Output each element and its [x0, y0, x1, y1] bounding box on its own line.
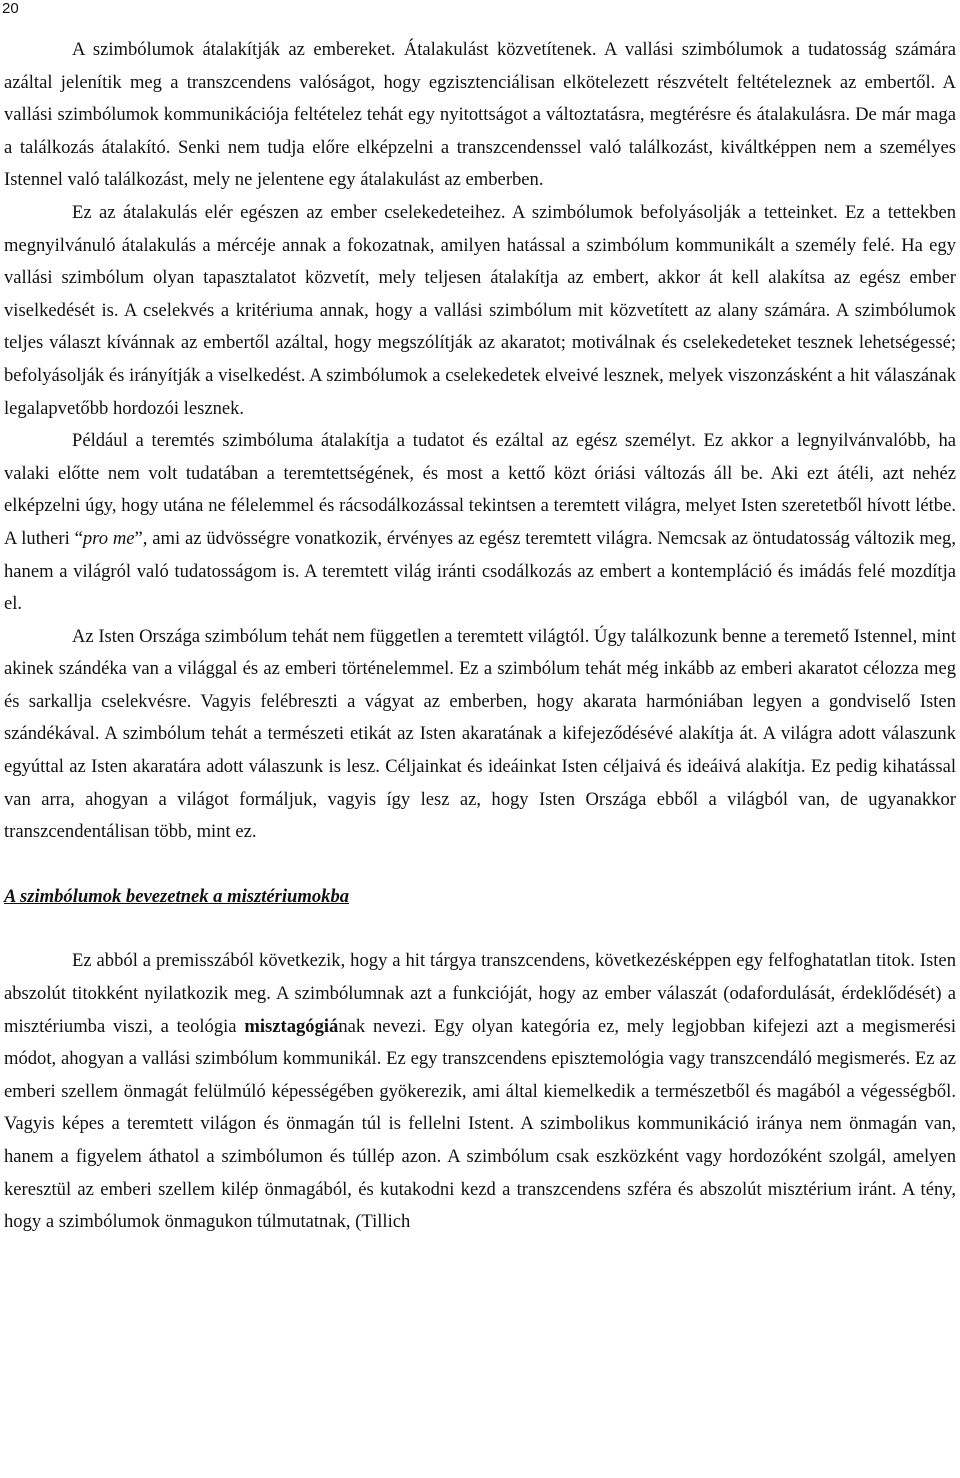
- paragraph-5: [4, 945, 956, 1238]
- paragraph-4: Az Isten Országa szimbólum tehát nem független a teremtett világtól. Úgy találkozunk benne a teremető Istennel, mint akinek szándéka van a világgal és az emberi történelemmel. Ez a szimbólum tehát még inkább az emberi akaratot célozza meg és sarkallja cselekvésre. Vagyis felébreszti a vágyat az emberben, hogy akarata harmóniában legyen a gondviselő Isten szándékával. A szimbólum tehát a természeti etikát az Isten akaratának a kifejeződésévé alakítja át. A világra adott válaszunk egyúttal az Isten akaratára adott válaszunk is lesz. Céljainkat és ideáinkat Isten céljaivá és ideáivá alakítja. Ez pedig kihatással van arra, ahogyan a világot formáljuk, vagyis így lesz az, hogy Isten Országa ebből a világból van, de ugyanakkor transzcendentálisan több, mint ez.: [4, 625, 956, 843]
- pro-me-term: pro me: [82, 527, 135, 549]
- paragraph-3-text-end: ”, ami az üdvösségre vonatkozik, érvényes az egész teremtett világra. Nemcsak az öntudatosság változik meg, hanem a világról való tudatosságom is. A teremtett világ iránti csodálkozás az embert a kontempláció és imádás felé mozdítja el.: [4, 527, 956, 615]
- paragraph-5-text-start: Ez abból a premisszából következik, hogy a hit tárgya transzcendens, következésképpen egy felfoghatatlan titok. Isten abszolút titokként nyilatkozik meg. A szimbólumnak azt a funkcióját, hogy az ember válaszát (odafordulását, érdeklődését) a misztériumba viszi, a teológia: [4, 950, 956, 1037]
- paragraph-5-text-end: nak nevezi. Egy olyan kategória ez, mely legjobban kifejezi azt a megismerési módot, ahogyan a vallási szimbólum kommunikál. Ez egy transzcendens episztemológia vagy transzcendáló megismerés. Ez az emberi szellem önmagát felülmúló képességében gyökerezik, ami által kiemelkedik a természetből és magából a végességből. Vagyis képes a teremtett világon és önmagán túl is fellelni Istent. A szimbolikus kommunikáció iránya nem önmagán van, hanem a figyelem áthatol a szimbólumon és túllép azon. A szimbólum csak eszközként vagy hordozóként szolgál, amelyen keresztül az emberi szellem kilép önmagából, és kutakodni kezd a transzcendens szféra és abszolút misztérium iránt. A tény, hogy a szimbólumok önmagukon túlmutatnak, (Tillich: [4, 1015, 956, 1233]
- paragraph-1: A szimbólumok átalakítják az embereket. Átalakulást közvetítenek. A vallási szimbólumok a tudatosság számára azáltal jelenítik meg a transzcendens valóságot, hogy egzisztenciálisan elkötelezett részvételt feltételeznek az embertől. A vallási szimbólumok kommunikációja feltételez tehát egy nyitottságot a változtatásra, megtérésre és átalakulásra. De már maga a találkozás átalakító. Senki nem tudja előre elképzelni a transzcendenssel való találkozást, kiváltképpen nem a személyes Istennel való találkozást, mely ne jelentene egy átalakulást az emberben.: [4, 39, 956, 191]
- paragraph-3-text-start: Például a teremtés szimbóluma átalakítja a tudatot és ezáltal az egész személyt. Ez akkor a legnyilvánvalóbb, ha valaki előtte nem volt tudatában a teremtettségének, és most a kettő közt óriási változás áll be. Aki ezt átéli, azt nehéz elképzelni úgy, hogy utána ne félelemmel és rácsodálkozással tekintsen a teremtett világra, melyet Isten szeretetből hívott létbe. A lutheri “: [4, 430, 956, 549]
- paragraph-2: Ez az átalakulás elér egészen az ember cselekedeteihez. A szimbólumok befolyásolják a tetteinket. Ez a tettekben megnyilvánuló átalakulás a mércéje annak a fokozatnak, amilyen hatással a szimbólum kommunikált a személy felé. Ha egy vallási szimbólum olyan tapasztalatot közvetít, mely teljesen átalakítja az embert, akkor át kell alakítsa az egész ember viselkedését is. A cselekvés a kritériuma annak, hogy a vallási szimbólum mit közvetített az alany számára. A szimbólumok teljes választ kívánnak az embertől azáltal, hogy megszólítják az akaratot; motiválnak és cselekedeteket tesznek lehetségessé; befolyásolják és irányítják a viselkedést. A szimbólumok a cselekedetek elveivé lesznek, melyek viszonzásként a hit válaszának legalapvetőbb hordozói lesznek.: [4, 201, 956, 419]
- section-heading-container: [4, 867, 956, 946]
- misztagogia-term: misztagógiá: [244, 1015, 339, 1037]
- paragraph-3: [4, 425, 956, 621]
- section-heading: A szimbólumok bevezetnek a misztériumokba: [4, 885, 350, 907]
- page-number: 20: [2, 0, 19, 17]
- document-body: [4, 34, 956, 1239]
